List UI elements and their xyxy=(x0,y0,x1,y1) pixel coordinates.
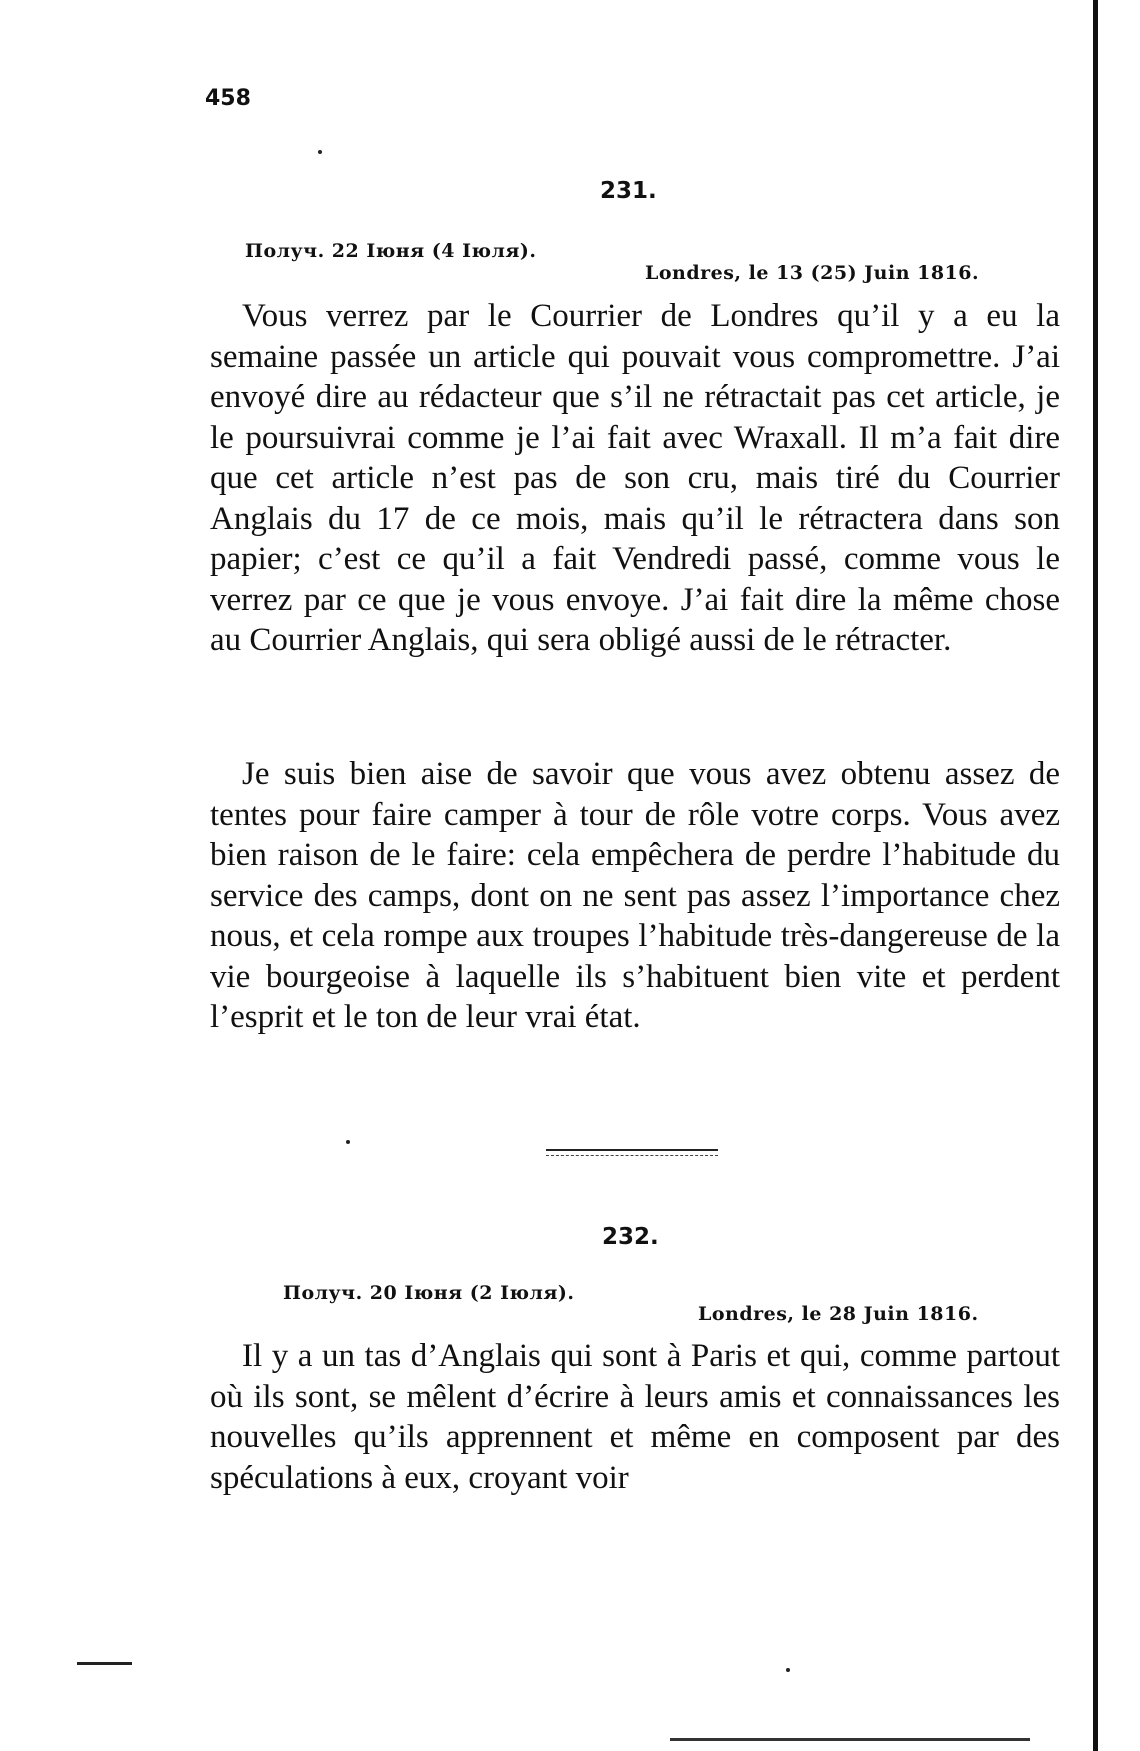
letter-231-paragraph-1: Vous verrez par le Courrier de Londres qu’il y a eu la semaine passée un article qui pouvait vous compromettre. J’ai envoyé dire au rédacteur que s’il ne rétractait pas cet article, je le poursuivrai comme je l’ai fait avec Wraxall. Il m’a fait dire que cet article n’est pas de son cru, mais tiré du Courrier Anglais du 17 de ce mois, mais qu’il le rétractera dans son papier; c’est ce qu’il a fait Vendredi passé, comme vous le verrez par ce que je vous envoye. J’ai fait dire la même chose au Courrier Anglais, qui sera obligé aussi de le rétracter. xyxy=(210,298,1060,658)
page-binding-edge xyxy=(1093,0,1098,1751)
dateline-232: Londres, le 28 Juin 1816. xyxy=(698,1303,979,1325)
letter-232-paragraph-1: Il y a un tas d’Anglais qui sont à Paris et qui, comme partout où ils sont, se mêlent d’écrire à leurs amis et connaissances les nouvelles qu’ils apprennent et même en composent par des spéculations à eux, croyant voir xyxy=(210,1338,1060,1496)
section-separator xyxy=(546,1149,718,1151)
section-separator-dashed xyxy=(546,1155,718,1156)
letter-number-231: 231. xyxy=(600,178,657,204)
received-note-232: Получ. 20 Іюня (2 Іюля). xyxy=(283,1282,575,1304)
received-note-231: Получ. 22 Іюня (4 Іюля). xyxy=(245,240,537,262)
print-speck xyxy=(786,1668,790,1672)
bottom-scan-edge xyxy=(670,1738,1030,1741)
letter-231-paragraph-2: Je suis bien aise de savoir que vous avez obtenu assez de tentes pour faire camper à tour de rôle votre corps. Vous avez bien raison de le faire: cela empêchera de perdre l’habitude du service des camps, dont on ne sent pas assez l’importance chez nous, et cela rompe aux troupes l’habitude très-dangereuse de la vie bourgeoise à laquelle ils s’habituent bien vite et perdent l’esprit et le ton de leur vrai état. xyxy=(210,756,1060,1035)
print-speck xyxy=(346,1140,350,1144)
dateline-231: Londres, le 13 (25) Juin 1816. xyxy=(645,262,980,284)
margin-dash xyxy=(77,1662,132,1665)
print-speck xyxy=(318,150,322,154)
page-number: 458 xyxy=(205,86,251,111)
letter-number-232: 232. xyxy=(602,1224,659,1250)
